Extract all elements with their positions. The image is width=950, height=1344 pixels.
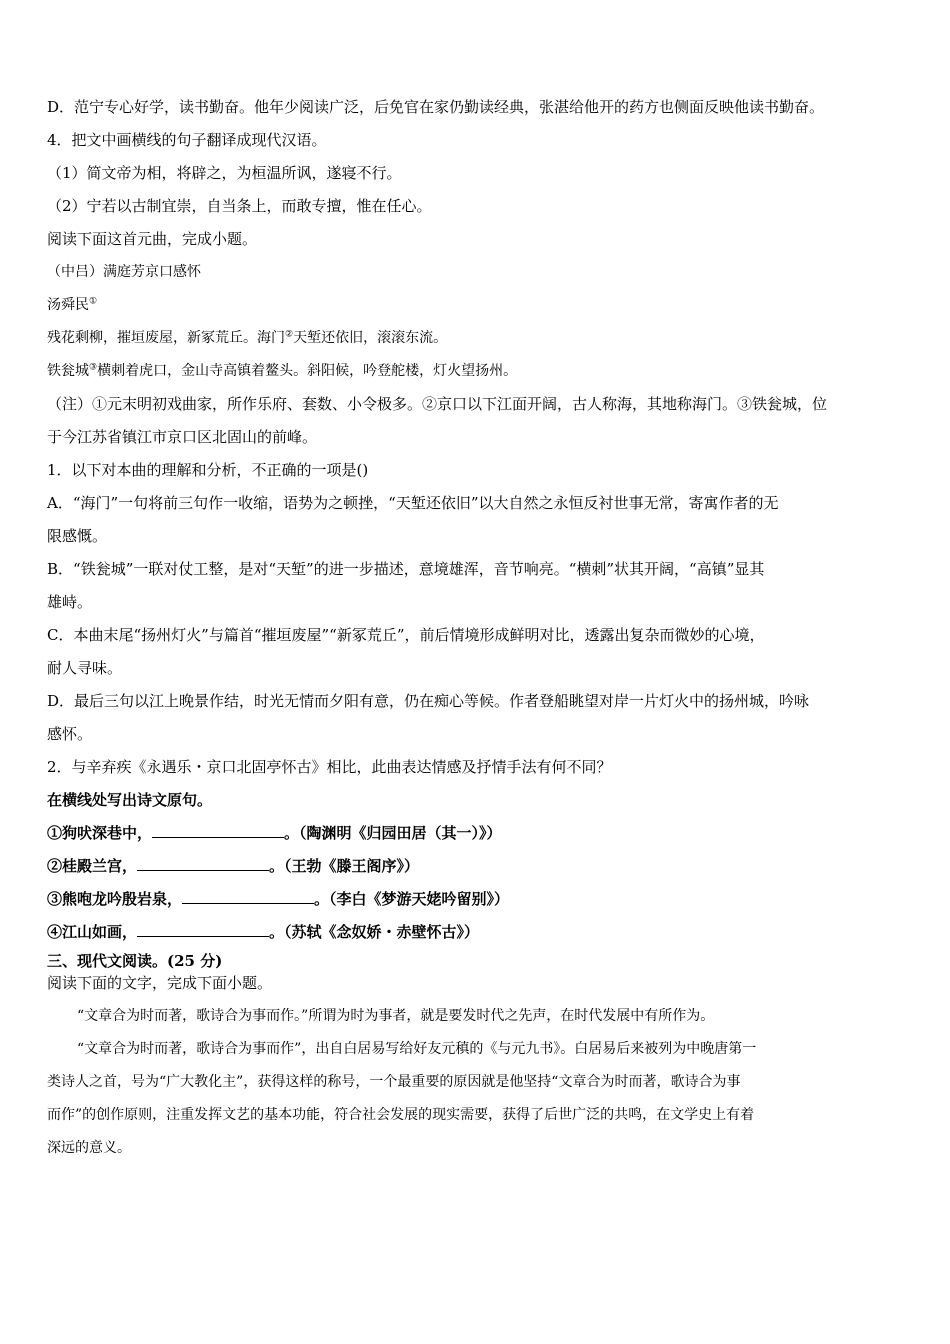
poem-line-2: 铁瓮城③横刺着虎口，金山寺高镇着鳌头。斜阳候，吟登舵楼，灯火望扬州。 [47, 362, 518, 379]
question-2: 2．与辛弃疾《永遇乐・京口北固亭怀古》相比，此曲表达情感及抒情手法有何不同？ [47, 758, 612, 776]
passage-paragraph-2-line: 而作”的创作原则，注重发挥文艺的基本功能，符合社会发展的现实需要，获得了后世广泛的共鸣，在文学史上有着 [47, 1107, 755, 1123]
option-d-cont: 感怀。 [47, 725, 93, 743]
fill-item-1: ①狗吠深巷中， 。（陶渊明《归园田居（其一）》） [47, 824, 502, 842]
question-4-item-1: （1）简文帝为相，将辟之，为桓温所讽，遂寝不行。 [47, 164, 402, 182]
document-page [47, 96, 907, 1159]
passage-paragraph-2-line: 类诗人之首，号为“广大教化主”，获得这样的称号，一个最重要的原因就是他坚持“文章合为时而著，歌诗合为事 [47, 1074, 741, 1090]
passage-paragraph-1: “文章合为时而著，歌诗合为事而作。”所谓为时为事者，就是要发时代之先声，在时代发展中有所作为。 [77, 1008, 715, 1024]
option-d-previous: D．范宁专心好学，读书勤奋。他年少阅读广泛，后免官在家仍勤读经典，张湛给他开的药方也侧面反映他读书勤奋。 [47, 98, 825, 116]
fill-item-2: ②桂殿兰宫， 。（王勃《滕王阁序》） [47, 857, 420, 875]
poem-title: （中吕）满庭芳京口感怀 [47, 264, 201, 280]
poem-author: 汤舜民① [47, 296, 98, 313]
option-a-cont: 限感慨。 [47, 527, 108, 545]
answer-blank[interactable] [137, 856, 269, 871]
section-3-instruction: 阅读下面的文字，完成下面小题。 [47, 974, 273, 992]
answer-blank[interactable] [152, 823, 284, 838]
option-d: D．最后三句以江上晚景作结，时光无情而夕阳有意，仍在痴心等候。作者登船眺望对岸一片灯火中的扬州城，吟咏 [47, 692, 810, 710]
answer-blank[interactable] [182, 889, 314, 904]
passage-paragraph-2-line: 深远的意义。 [47, 1140, 131, 1156]
question-1: 1．以下对本曲的理解和分析，不正确的一项是() [47, 461, 369, 479]
section-3-heading: 三、现代文阅读。(25 分) [47, 952, 223, 970]
question-4: 4．把文中画横线的句子翻译成现代汉语。 [47, 131, 327, 149]
poem-notes-cont: 于今江苏省镇江市京口区北固山的前峰。 [47, 428, 318, 446]
option-b-cont: 雄峙。 [47, 593, 93, 611]
question-4-item-2: （2）宁若以古制宜崇，自当条上，而敢专擅，惟在任心。 [47, 197, 432, 215]
option-b: B．“铁瓮城”一联对仗工整，是对“天堑”的进一步描述，意境雄浑，音节响亮。“横刺”状其开阔，“高镇”显其 [47, 560, 765, 578]
poem-notes: （注）①元末明初戏曲家，所作乐府、套数、小令极多。②京口以下江面开阔，古人称海，其地称海门。③铁瓮城，位 [47, 395, 828, 413]
fill-blank-instruction: 在横线处写出诗文原句。 [47, 791, 213, 809]
option-a: A．“海门”一句将前三句作一收缩，语势为之顿挫，“天堑还依旧”以大自然之永恒反衬世事无常，寄寓作者的无 [47, 494, 779, 512]
passage-paragraph-2: “文章合为时而著，歌诗合为事而作”，出自白居易写给好友元稹的《与元九书》。白居易后来被列为中晚唐第一 [77, 1041, 757, 1057]
fill-item-4: ④江山如画， 。（苏轼《念奴娇・赤壁怀古》） [47, 923, 480, 941]
fill-item-3: ③熊咆龙吟殷岩泉， 。（李白《梦游天姥吟留别》） [47, 890, 510, 908]
poem-line-1: 残花剩柳，摧垣废屋，新冢荒丘。海门②天堑还依旧，滚滚东流。 [47, 329, 448, 346]
option-c: C．本曲末尾“扬州灯火”与篇首“摧垣废屋”“新冢荒丘”，前后情境形成鲜明对比，透露出复杂而微妙的心境， [47, 626, 765, 644]
poem-instruction: 阅读下面这首元曲，完成小题。 [47, 230, 258, 248]
option-c-cont: 耐人寻味。 [47, 659, 123, 677]
answer-blank[interactable] [137, 922, 269, 937]
